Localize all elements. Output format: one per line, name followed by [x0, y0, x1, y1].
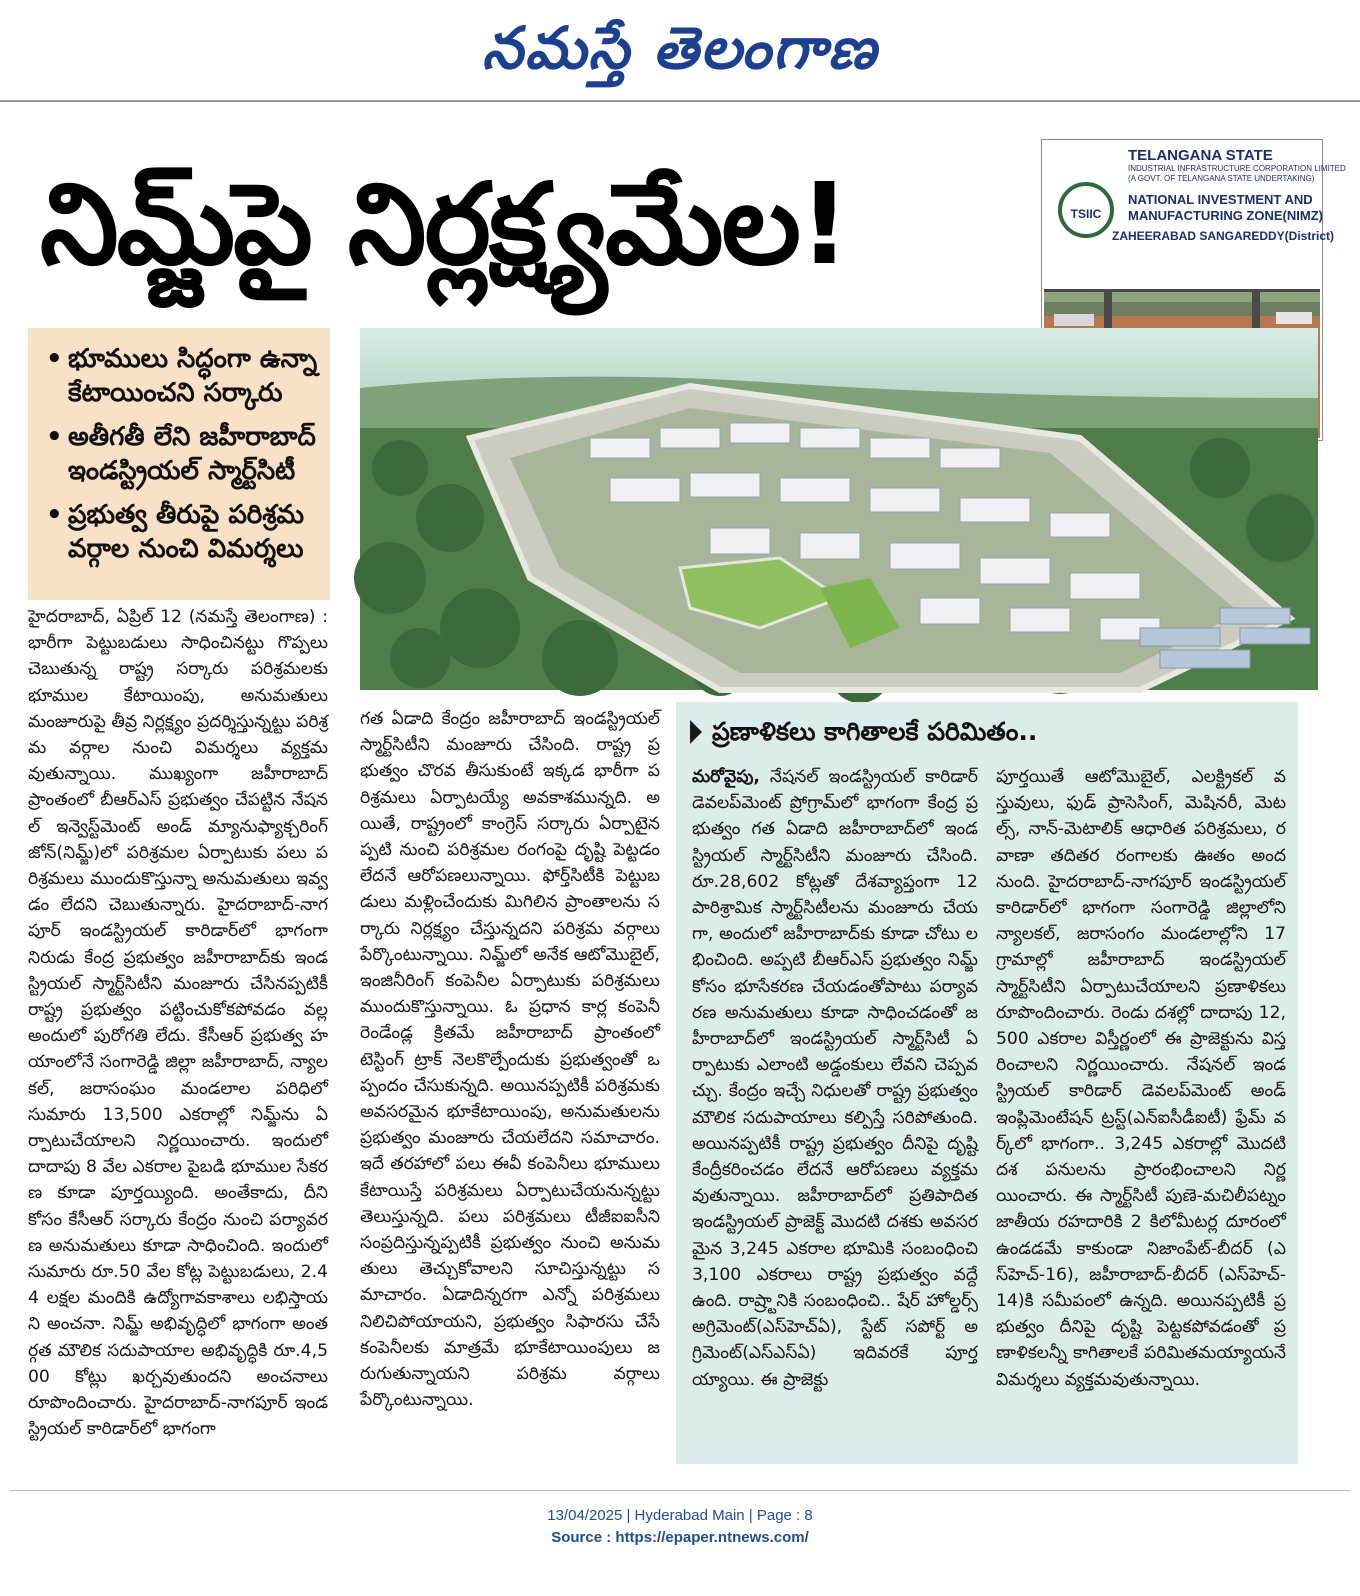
- highlight-text: ప్రభుత్వ తీరుపై పరిశ్రమ వర్గాల నుంచి విమర్శలు: [68, 500, 305, 564]
- sign-line-corporation: INDUSTRIAL INFRASTRUCTURE CORPORATION LIMITED: [1128, 164, 1346, 173]
- sidebar-column-2: పూర్తయితే ఆటోమొబైల్, ఎలక్ట్రికల్ వస్తువులు, ఫుడ్ ప్రాసెసింగ్, మెషినరీ, మెటల్స్, నాన్-మెటాలిక్ ఆధారిత పరిశ్రమలు, రవాణా తదితర రంగాలకు ఊతం అందనుంది. హైదరాబాద్-నాగపూర్ ఇండస్ట్రియల్ కారిడార్‌లో భాగంగా సంగారెడ్డి జిల్లాలోని న్యాలకల్, జరాసంగం మండలాల్లోని 17 గ్రామాల్లో జహీరాబాద్ ఇండస్ట్రియల్ స్మార్ట్‌సిటీని ఏర్పాటుచేయాలని ప్రణాళికలు రూపొందించారు. రెండు దశల్లో దాదాపు 12,500 ఎకరాల విస్తీర్ణంలో ఈ ప్రాజెక్టును విస్తరించాలని నిర్ణయించారు. నేషనల్ ఇండస్ట్రియల్ కారిడార్ డెవలప్‌మెంట్ అండ్ ఇంప్లిమెంటేషన్ ట్రస్ట్(ఎన్‌ఐసీడీఐటీ) ఫ్రేమ్ వర్క్‌లో భాగంగా.. 3,245 ఎకరాల్లో మొదటి దశ పనులను ప్రారంభించాలని నిర్ణయించారు. ఈ స్మార్ట్‌సిటీ పుణె-మచిలీపట్నం జాతీయ రహదారికి 2 కిలోమీటర్ల దూరంలో ఉండడమే కాకుండా నిజాంపేట్-బీదర్ (ఎస్‌హెచ్-16), జహీరాబాద్-బీదర్ (ఎస్‌హెచ్-14)కి సమీపంలో ఉన్నది. అయినప్పటికీ ప్రభుత్వం దీనిపై దృష్టి పెట్టకపోవడంతో ప్రణాళికలన్నీ కాగితాలకే పరిమితమయ్యాయనే విమర్శలు వ్యక్తమవుతున్నాయి.: [996, 767, 1286, 1390]
- masthead-divider: [0, 100, 1360, 102]
- article-column-2: గత ఏడాది కేంద్రం జహీరాబాద్ ఇండస్ట్రియల్ స్మార్ట్‌సిటీని మంజూరు చేసింది. రాష్ట్ర ప్రభుత్వం చొరవ తీసుకుంటే ఇక్కడ భారీగా పరిశ్రమలు ఏర్పాటయ్యే అవకాశమున్నది. అయితే, రాష్ట్రంలో కాంగ్రెస్ సర్కారు ఏర్పాటైనప్పటి నుంచి పరిశ్రమల రంగంపై దృష్టి పెట్టడం లేదనే ఆరోపణలున్నాయి. ఫోర్త్‌సిటీకి పెట్టుబడులు మళ్లించేందుకు మిగిలిన ప్రాంతాలను సర్కారు నిర్లక్ష్యం చేస్తున్నదని పరిశ్రమ వర్గాలు పేర్కొంటున్నాయి. నిమ్జ్‌లో అనేక ఆటోమొబైల్, ఇంజినీరింగ్ కంపెనీల ఏర్పాటుకు పరిశ్రమలు ముందుకొస్తున్నాయి. ఓ ప్రధాన కార్ల కంపెనీ రెండేండ్ల క్రితమే జహీరాబాద్ ప్రాంతంలో టెస్టింగ్ ట్రాక్ నెలకొల్పేందుకు ప్రభుత్వంతో ఒప్పందం చేసుకున్నది. అయినప్పటికీ పరిశ్రమకు అవసరమైన భూకేటాయింపు, అనుమతులను ప్రభుత్వం మంజూరు చేయలేదని సమాచారం. ఇదే తరహాలో పలు ఈవీ కంపెనీలు భూములు కేటాయిస్తే పరిశ్రమలు ఏర్పాటుచేయనున్నట్టు తెలుస్తున్నది. పలు పరిశ్రమలు టీజీఐఐసీని సంప్రదిస్తున్నప్పటికీ ప్రభుత్వం నుంచి అనుమతులు తెచ్చుకోవాలని సూచిస్తున్నట్టు సమాచారం. ఏడాదిన్నరగా ఎన్నో పరిశ్రమలు నిలిచిపోయాయని, ప్రభుత్వం సిఫారసు చేసే కంపెనీలకు మాత్రమే భూకేటాయింపులు జరుగుతున్నాయని పరిశ్రమ వర్గాలు పేర్కొంటున్నాయి.: [360, 709, 660, 1411]
- arrow-right-icon: [690, 720, 702, 744]
- sidebar-column-1: [692, 764, 978, 1460]
- sidebar-heading-text: ప్రణాళికలు కాగితాలకే పరిమితం..: [712, 717, 1038, 746]
- footer-edition-info: 13/04/2025 | Hyderabad Main | Page : 8: [547, 1507, 813, 1524]
- highlight-text: అతీగతీ లేని జహీరాబాద్ ఇండస్ట్రియల్ స్మార్ట్‌సిటీ: [68, 422, 316, 486]
- article-column-1: హైదరాబాద్, ఏప్రిల్ 12 (నమస్తే తెలంగాణ) : భారీగా పెట్టుబడులు సాధించినట్టు గొప్పలు చెబుతున్న రాష్ట్ర సర్కారు పరిశ్రమలకు భూముల కేటాయింపు, అనుమతులు మంజూరుపై తీవ్ర నిర్లక్ష్యం ప్రదర్శిస్తున్నట్టు పరిశ్రమ వర్గాల నుంచి విమర్శలు వ్యక్తమవుతున్నాయి. ముఖ్యంగా జహీరాబాద్ ప్రాంతంలో బీఆర్‌ఎస్ ప్రభుత్వం చేపట్టిన నేషనల్ ఇన్వెస్ట్‌మెంట్ అండ్ మ్యానుఫ్యాక్చరింగ్ జోన్(నిమ్జ్)లో పరిశ్రమల ఏర్పాటుకు పలు పరిశ్రమలు ముందుకొస్తున్నా అనుమతులు ఇవ్వడం లేదని చెబుతున్నారు. హైదరాబాద్-నాగపూర్ ఇండస్ట్రియల్ కారిడార్‌లో భాగంగా నిరుడు కేంద్ర ప్రభుత్వం జహీరాబాద్‌కు ఇండస్ట్రియల్ స్మార్ట్‌సిటీని మంజూరు చేసినప్పటికీ రాష్ట్ర ప్రభుత్వం పట్టించుకోకపోవడం వల్ల అందులో పురోగతి లేదు. కేసీఆర్ ప్రభుత్వ హయాంలోనే సంగారెడ్డి జిల్లా జహీరాబాద్, న్యాలకల్, జరాసంఘం మండలాల పరిధిలో సుమారు 13,500 ఎకరాల్లో నిమ్జ్‌ను ఏర్పాటుచేయాలని నిర్ణయించారు. ఇందులో దాదాపు 8 వేల ఎకరాల పైబడి భూముల సేకరణ కూడా పూర్తయ్యింది. అంతేకాదు, దీని కోసం కేసీఆర్ సర్కారు కేంద్రం నుంచి పర్యావరణ అనుమతులు కూడా సాధించింది. ఇందులో సుమారు రూ.50 వేల కోట్ల పెట్టుబడులు, 2.44 లక్షల మందికి ఉద్యోగావకాశాలు లభిస్తాయని అంచనా. నిమ్జ్ అభివృద్ధిలో భాగంగా అంతర్గత మౌలిక సదుపాయాల అభివృద్ధికి రూ.4,500 కోట్లు ఖర్చవుతుందని అంచనాలు రూపొందించారు. హైదరాబాద్-నాగపూర్ ఇండస్ట్రియల్ కారిడార్‌లో భాగంగా: [28, 607, 328, 1440]
- footer-divider: [10, 1490, 1350, 1491]
- sign-line-nimz-1: NATIONAL INVESTMENT AND: [1128, 192, 1313, 207]
- headline: నిమ్జ్‌పై నిర్లక్ష్యమేల!: [40, 160, 849, 290]
- sign-line-undertaking: (A GOVT. OF TELANGANA STATE UNDERTAKING): [1128, 174, 1315, 183]
- sign-line-district: ZAHEERABAD SANGAREDDY(District): [1112, 229, 1335, 243]
- sidebar-heading: [690, 712, 1290, 752]
- highlights-box: [28, 328, 330, 600]
- tsiic-logo: TSIIC: [1058, 182, 1114, 238]
- highlight-text: భూములు సిద్ధంగా ఉన్నా కేటాయించని సర్కారు: [68, 344, 318, 408]
- highlight-item: • ప్రభుత్వ తీరుపై పరిశ్రమ వర్గాల నుంచి విమర్శలు: [46, 500, 305, 564]
- highlight-item: • అతీగతీ లేని జహీరాబాద్ ఇండస్ట్రియల్ స్మార్ట్‌సిటీ: [46, 422, 316, 486]
- sidebar-column-1-text: నేషనల్ ఇండస్ట్రియల్ కారిడార్ డెవలప్‌మెంట్ ప్రోగ్రామ్‌లో భాగంగా కేంద్ర ప్రభుత్వం గత ఏడాది జహీరాబాద్‌లో ఇండస్ట్రియల్ స్మార్ట్‌సిటీని మంజూరు చేసింది. రూ.28,602 కోట్లతో దేశవ్యాప్తంగా 12 పారిశ్రామిక స్మార్ట్‌సిటీలను మంజూరు చేయగా, అందులో జహీరాబాద్‌కు కూడా చోటు లభించింది. అప్పటి బీఆర్‌ఎస్ ప్రభుత్వం నిమ్జ్ కోసం భూసేకరణ చేయడంతోపాటు పర్యావరణ అనుమతులు కూడా సాధించడంతో జహీరాబాద్‌లో ఇండస్ట్రియల్ స్మార్ట్‌సిటీ ఏర్పాటుకు ఎలాంటి అడ్డంకులు లేవని చెప్పవచ్చు. కేంద్రం ఇచ్చే నిధులతో రాష్ట్ర ప్రభుత్వం మౌలిక సదుపాయాలు కల్పిస్తే సరిపోతుంది. అయినప్పటికీ రాష్ట్ర ప్రభుత్వం దీనిపై దృష్టి కేంద్రీకరించడం లేదనే ఆరోపణలు వ్యక్తమవుతున్నాయి. జహీరాబాద్‌లో ప్రతిపాదిత ఇండస్ట్రియల్ ప్రాజెక్ట్ మొదటి దశకు అవసరమైన 3,245 ఎకరాల భూమికి సంబంధించి 3,100 ఎకరాలు రాష్ట్ర ప్రభుత్వం వద్దే ఉంది. రాష్ర్టానికి సంబంధించి.. షేర్ హోల్డర్స్ అగ్రిమెంట్(ఎస్‌హెచ్‌ఏ), స్టేట్ సపోర్ట్ అగ్రిమెంట్(ఎస్‌ఎస్‌ఏ) ఇదివరకే పూర్తయ్యాయి. ఈ ప్రాజెక్టు: [692, 767, 978, 1390]
- sign-line-state: TELANGANA STATE: [1128, 147, 1273, 164]
- highlight-item: • భూములు సిద్ధంగా ఉన్నా కేటాయించని సర్కారు: [46, 344, 318, 408]
- signboard: [1044, 142, 1346, 292]
- aerial-illustration: [360, 328, 1318, 690]
- smart-city-aerial-photo: [360, 328, 1318, 690]
- sidebar-lead-word: మరోవైపు,: [692, 767, 760, 787]
- masthead-title: నమస్తే తెలంగాణ: [482, 14, 878, 82]
- sign-line-nimz-2: MANUFACTURING ZONE(NIMZ): [1128, 208, 1323, 223]
- footer-source: Source : https://epaper.ntnews.com/: [551, 1529, 809, 1546]
